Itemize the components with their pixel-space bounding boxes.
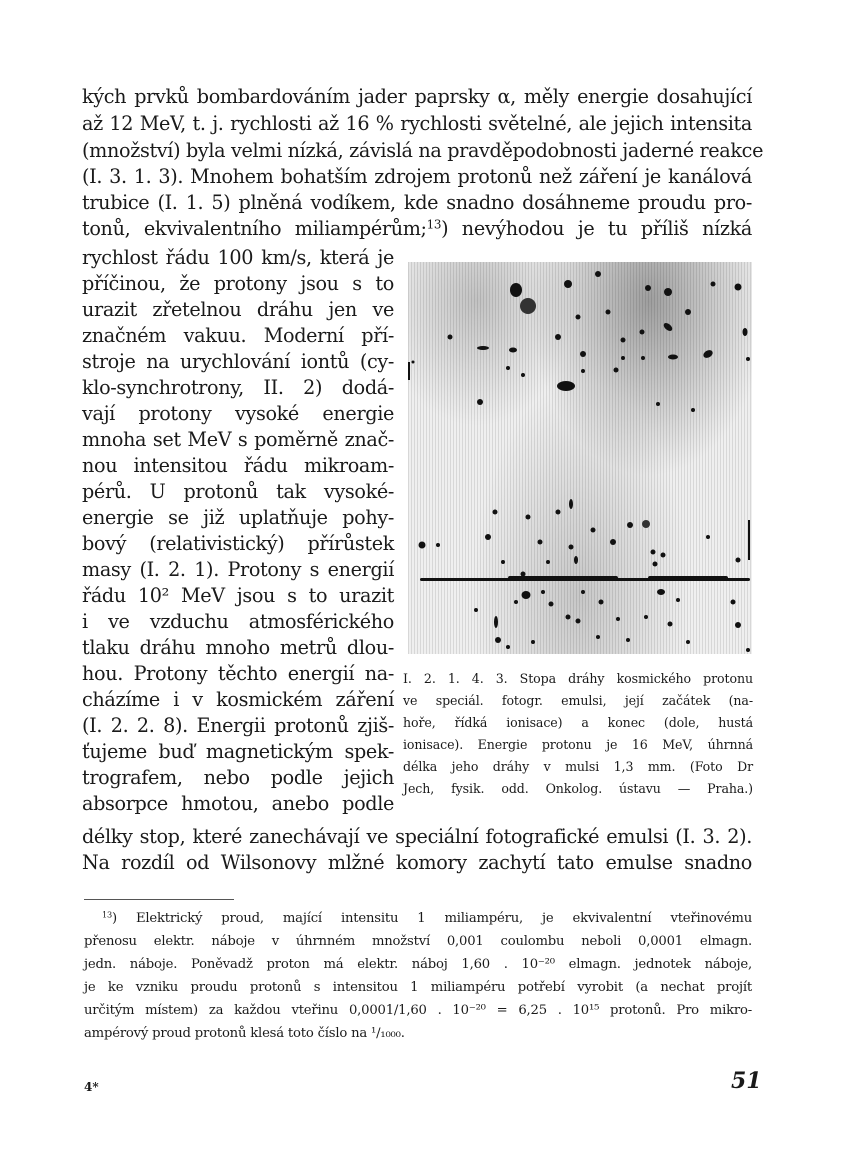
body-line: trografem, nebo podle jejich: [82, 766, 394, 789]
body-line: řádu 10² MeV jsou s to urazit: [82, 584, 394, 607]
footnote-line: ampérový proud protonů klesá toto číslo na ¹/₁₀₀₀.: [84, 1026, 405, 1041]
body-line: tlaku dráhu mnoho metrů dlou-: [82, 636, 394, 659]
footnote-divider: [84, 899, 234, 900]
figure-caption-line: hoře, řídká ionisace) a konec (dole, hustá: [403, 715, 753, 730]
body-line: ťujeme buď magnetickým spek-: [82, 740, 394, 763]
body-line: značném vakuu. Moderní pří-: [82, 324, 394, 347]
body-line: cházíme i v kosmickém záření: [82, 688, 394, 711]
body-line: rychlost řádu 100 km/s, která je: [82, 246, 394, 269]
body-line: urazit zřetelnou dráhu jen ve: [82, 298, 394, 321]
body-line: délky stop, které zanechávají ve speciální fotografické emulsi (I. 3. 2).: [82, 825, 752, 848]
body-line: trubice (I. 1. 5) plněná vodíkem, kde snadno dosáhneme proudu pro-: [82, 191, 752, 214]
footnote-text: ) Elektrický proud, mající intensitu 1 miliampéru, je ekvivalentní vteřinovému: [112, 911, 752, 926]
figure-caption-line: [403, 668, 753, 690]
figure-caption-line: délka jeho dráhy v mulsi 1,3 mm. (Foto Dr: [403, 759, 753, 774]
body-line: (množství) byla velmi nízká, závislá na pravděpodobnosti jaderné reakce: [82, 139, 764, 162]
footnote-marker: 13: [102, 909, 112, 920]
body-line: vají protony vysoké energie: [82, 402, 394, 425]
footnote-line: jedn. náboje. Poněvadž proton má elektr. náboj 1,60 . 10⁻²⁰ elmagn. jednotek náboje,: [84, 957, 752, 972]
figure-caption: I. 2. 1. 4. 3. Stopa dráhy kosmického protonu: [403, 671, 753, 686]
body-line-with-footnote-ref: [82, 216, 752, 242]
body-text: ) nevýhodou je tu příliš nízká: [441, 217, 752, 240]
page-number: 51: [731, 1068, 762, 1094]
body-line: mnoha set MeV s poměrně znač-: [82, 428, 394, 451]
figure-caption-line: Jech, fysik. odd. Onkolog. ústavu — Praha.): [403, 781, 753, 796]
footnote-line: [84, 908, 752, 931]
body-line: bový (relativistický) přírůstek: [82, 532, 394, 555]
body-line: stroje na urychlování iontů (cy-: [82, 350, 394, 373]
footnote-line: přenosu elektr. náboje v úhrnném množství 0,001 coulombu neboli 0,0001 elmagn.: [84, 934, 752, 949]
figure-caption-line: ve speciál. fotogr. emulsi, její začátek (na-: [403, 693, 753, 708]
body-line: hou. Protony těchto energií na-: [82, 662, 394, 685]
emulsion-grains-graphic: [408, 262, 752, 654]
body-line: kých prvků bombardováním jader paprsky α, měly energie dosahující: [82, 85, 752, 108]
body-text: tonů, ekvivalentního miliampérům;: [82, 217, 427, 240]
body-line: energie se již uplatňuje pohy-: [82, 506, 394, 529]
printer-signature: 4*: [84, 1080, 99, 1094]
proton-track-photo: [408, 262, 752, 654]
body-line: příčinou, že protony jsou s to: [82, 272, 394, 295]
body-line: až 12 MeV, t. j. rychlosti až 16 % rychlosti světelné, ale jejich intensita: [82, 112, 752, 135]
body-line: pérů. U protonů tak vysoké-: [82, 480, 394, 503]
footnote-line: určitým místem) za každou vteřinu 0,0001/1,60 . 10⁻²⁰ = 6,25 . 10¹⁵ protonů. Pro mikro-: [84, 1003, 752, 1018]
footnote-line: je ke vzniku proudu protonů s intensitou 1 miliampéru potřebí vyrobit (a nechat projít: [84, 980, 752, 995]
footnote-reference[interactable]: 13: [426, 217, 442, 232]
body-line: masy (I. 2. 1). Protony s energií: [82, 558, 394, 581]
body-line: klo-synchrotrony, II. 2) dodá-: [82, 376, 394, 399]
figure-caption-line: ionisace). Energie protonu je 16 MeV, úhrnná: [403, 737, 753, 752]
body-line: Na rozdíl od Wilsonovy mlžné komory zachytí tato emulse snadno: [82, 851, 752, 874]
body-line: (I. 2. 2. 8). Energii protonů zjiš-: [82, 714, 394, 737]
body-line: i ve vzduchu atmosférického: [82, 610, 394, 633]
body-line: absorpce hmotou, anebo podle: [82, 792, 394, 815]
body-line: nou intensitou řádu mikroam-: [82, 454, 394, 477]
body-line: (I. 3. 1. 3). Mnohem bohatším zdrojem protonů než záření je kanálová: [82, 165, 752, 188]
